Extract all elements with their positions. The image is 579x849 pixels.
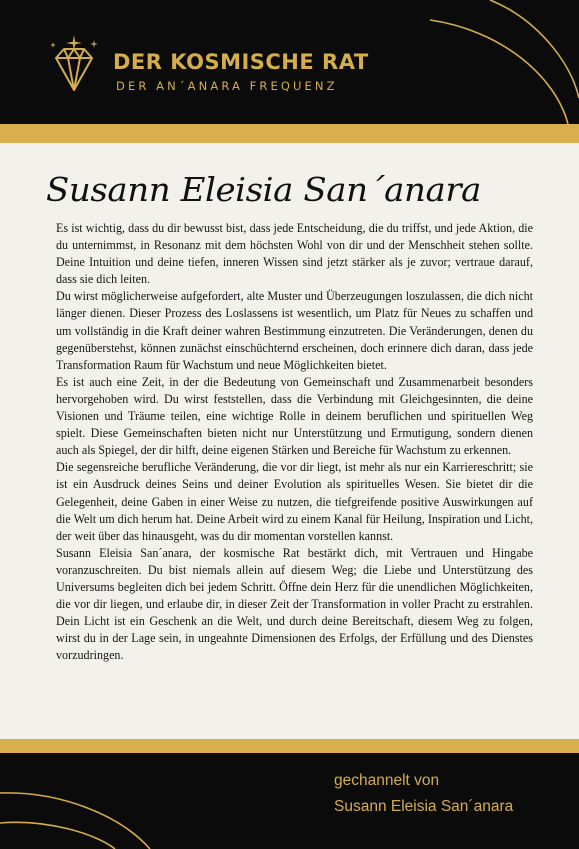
paragraph: Es ist wichtig, dass du dir bewusst bist, dass jede Entscheidung, die du triffst, und jede Aktion, die du unternimmst, in Resonanz mit dem höchsten Wohl von dir und der Menschheit stehen sollte. Deine Intuition und deine tiefen, inneren Wissen sind jetzt stärker als je zuvor; vertraue darauf, dass sie dich leiten. [56,221,533,287]
paragraph: Die segensreiche berufliche Veränderung, die vor dir liegt, ist mehr als nur ein Karriereschritt; sie ist ein Ausdruck deines Seins und deiner Evolution als spirituelles Wesen. Sie bietet dir die Gelegenheit, deine Gaben in einer Weise zu nutzen, die tiefgreifende positive Auswirkungen auf die Welt um dich herum hat. Deine Arbeit wird zu einem Kanal für Heilung, Inspiration und Licht, der weit über das hinausgeht, was du dir momentan vorstellen kannst. [56,460,533,543]
gold-band-top [0,124,579,143]
brand-subtitle: DER AN´ANARA FREQUENZ [116,79,338,93]
content-panel [0,143,579,739]
footer-credit-label: gechannelt von [334,772,440,789]
footer-author-name: Susann Eleisia San´anara [334,798,514,815]
body-text [56,220,533,664]
page-title: Susann Eleisia San´anara [46,170,482,209]
header [0,0,579,124]
footer [0,753,579,849]
gold-band-bottom [0,739,579,753]
paragraph: Es ist auch eine Zeit, in der die Bedeutung von Gemeinschaft und Zusammenarbeit besonders hervorgehoben wird. Du wirst feststellen, dass die Verbindung mit Gleichgesinnten, die deine Visionen und Träume teilen, eine wichtige Rolle in deinem beruflichen und spirituellen Weg spielt. Diese Gemeinschaften bieten nicht nur Unterstützung und Ermutigung, sondern dienen auch als Spiegel, der dir hilft, deine eigenen Stärken und Bereiche für Wachstum zu erkennen. [56,374,533,458]
diamond-icon [44,34,104,98]
paragraph: Du wirst möglicherweise aufgefordert, alte Muster und Überzeugungen loszulassen, die dich nicht länger dienen. Dieser Prozess des Loslassens ist wesentlich, um Platz für Neues zu schaffen und um vollständig in die Kraft deiner wahren Bestimmung einzutreten. Die Veränderungen, denen du gegenüberstehst, können zunächst einschüchternd erscheinen, doch erinnere dich daran, dass jede Transformation Raum für Wachstum und neue Möglichkeiten bietet. [56,289,533,372]
paragraph: Susann Eleisia San´anara, der kosmische Rat bestärkt dich, mit Vertrauen und Hingabe voranzuschreiten. Du bist niemals allein auf diesem Weg; die Liebe und Unterstützung des Universums begleiten dich bei jedem Schritt. Öffne dein Herz für die unendlichen Möglichkeiten, die vor dir liegen, und erlaube dir, in dieser Zeit der Transformation in voller Pracht zu erstrahlen. Dein Licht ist ein Geschenk an die Welt, und durch deine Bereitschaft, diesem Weg zu folgen, wirst du in der Lage sein, in ungeahnte Dimensionen des Erfolgs, der Erfüllung und des Dienstes vorzudringen. [56,545,533,663]
brand-title: DER KOSMISCHE RAT [113,50,369,74]
